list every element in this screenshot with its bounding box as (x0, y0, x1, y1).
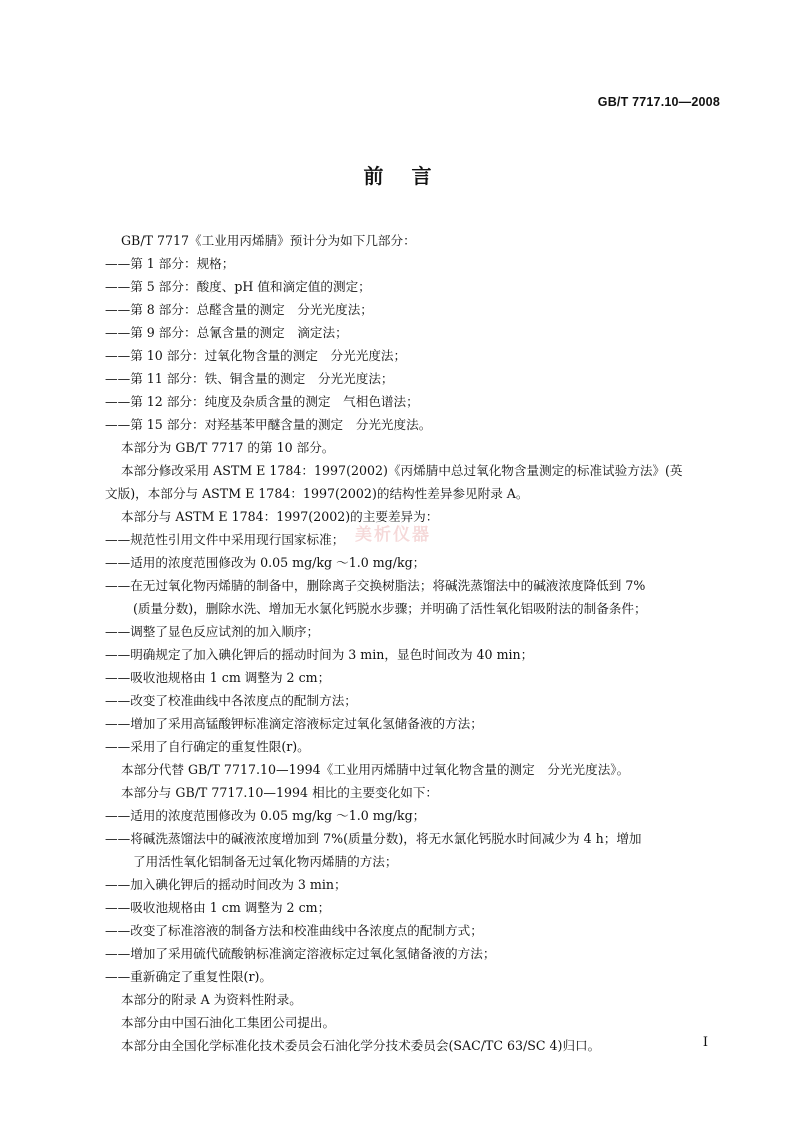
list-item: ——重新确定了重复性限(r)。 (105, 969, 272, 984)
list-item: ——吸收池规格由 1 cm 调整为 2 cm； (105, 670, 331, 685)
page-number: I (702, 1035, 708, 1050)
list-item: ——改变了校准曲线中各浓度点的配制方法； (105, 693, 357, 708)
page-title: 前言 (363, 164, 460, 188)
list-item: ——第 15 部分：对羟基苯甲醚含量的测定 分光光度法。 (105, 417, 432, 432)
list-item: ——第 8 部分：总醛含量的测定 分光光度法； (105, 302, 373, 317)
list-item: ——适用的浓度范围修改为 0.05 mg/kg ～1.0 mg/kg； (105, 808, 426, 823)
standard-code-header: GB/T 7717.10—2008 (597, 95, 720, 109)
body-line: 本部分与 ASTM E 1784：1997(2002)的主要差异为： (121, 509, 439, 524)
list-item-continued: (质量分数)，删除水洗、增加无水氯化钙脱水步骤；并明确了活性氧化铝吸附法的制备条件； (133, 601, 647, 616)
body-line: 本部分与 GB/T 7717.10—1994 相比的主要变化如下： (121, 785, 439, 800)
list-item: ——增加了采用高锰酸钾标准滴定溶液标定过氧化氢储备液的方法； (105, 716, 483, 731)
list-item: ——第 5 部分：酸度、pH 值和滴定值的测定； (105, 279, 371, 294)
list-item: ——明确规定了加入碘化钾后的摇动时间为 3 min，显色时间改为 40 min； (105, 647, 534, 662)
list-item: ——改变了标准溶液的制备方法和校准曲线中各浓度点的配制方式； (105, 923, 483, 938)
list-item: ——调整了显色反应试剂的加入顺序； (105, 624, 320, 639)
list-item: ——加入碘化钾后的摇动时间改为 3 min； (105, 877, 347, 892)
list-item: ——规范性引用文件中采用现行国家标准； (105, 532, 345, 547)
list-item: ——将碱洗蒸馏法中的碱液浓度增加到 7%(质量分数)，将无水氯化钙脱水时间减少为 4 h；增加 (105, 831, 642, 846)
list-item: ——增加了采用硫代硫酸钠标准滴定溶液标定过氧化氢储备液的方法； (105, 946, 496, 961)
list-item: ——第 12 部分：纯度及杂质含量的测定 气相色谱法； (105, 394, 419, 409)
body-line: 本部分由全国化学标准化技术委员会石油化学分技术委员会(SAC/TC 63/SC 4)归口。 (121, 1038, 601, 1053)
list-item: ——适用的浓度范围修改为 0.05 mg/kg ～1.0 mg/kg； (105, 555, 426, 570)
body-line: 本部分的附录 A 为资料性附录。 (121, 992, 302, 1007)
body-line: 本部分修改采用 ASTM E 1784：1997(2002)《丙烯腈中总过氧化物含量测定的标准试验方法》(英 (121, 463, 683, 478)
body-line: 本部分代替 GB/T 7717.10—1994《工业用丙烯腈中过氧化物含量的测定 分光光度法》。 (121, 762, 630, 777)
list-item: ——在无过氧化物丙烯腈的制备中，删除离子交换树脂法；将碱洗蒸馏法中的碱液浓度降低到 7% (105, 578, 646, 593)
list-item: ——吸收池规格由 1 cm 调整为 2 cm； (105, 900, 331, 915)
watermark-logo: 美析仪器 (355, 525, 431, 545)
list-item: ——第 11 部分：铁、铜含量的测定 分光光度法； (105, 371, 394, 386)
body-line: GB/T 7717《工业用丙烯腈》预计分为如下几部分： (121, 233, 416, 248)
body-line: 本部分为 GB/T 7717 的第 10 部分。 (121, 440, 335, 455)
body-line-continued: 文版)，本部分与 ASTM E 1784：1997(2002)的结构性差异参见附录 A。 (105, 486, 529, 501)
list-item: ——采用了自行确定的重复性限(r)。 (105, 739, 310, 754)
list-item: ——第 10 部分：过氧化物含量的测定 分光光度法； (105, 348, 407, 363)
list-item-continued: 了用活性氧化铝制备无过氧化物丙烯腈的方法； (133, 854, 398, 869)
list-item: ——第 9 部分：总氰含量的测定 滴定法； (105, 325, 348, 340)
body-line: 本部分由中国石油化工集团公司提出。 (121, 1015, 336, 1030)
list-item: ——第 1 部分：规格； (105, 256, 235, 271)
